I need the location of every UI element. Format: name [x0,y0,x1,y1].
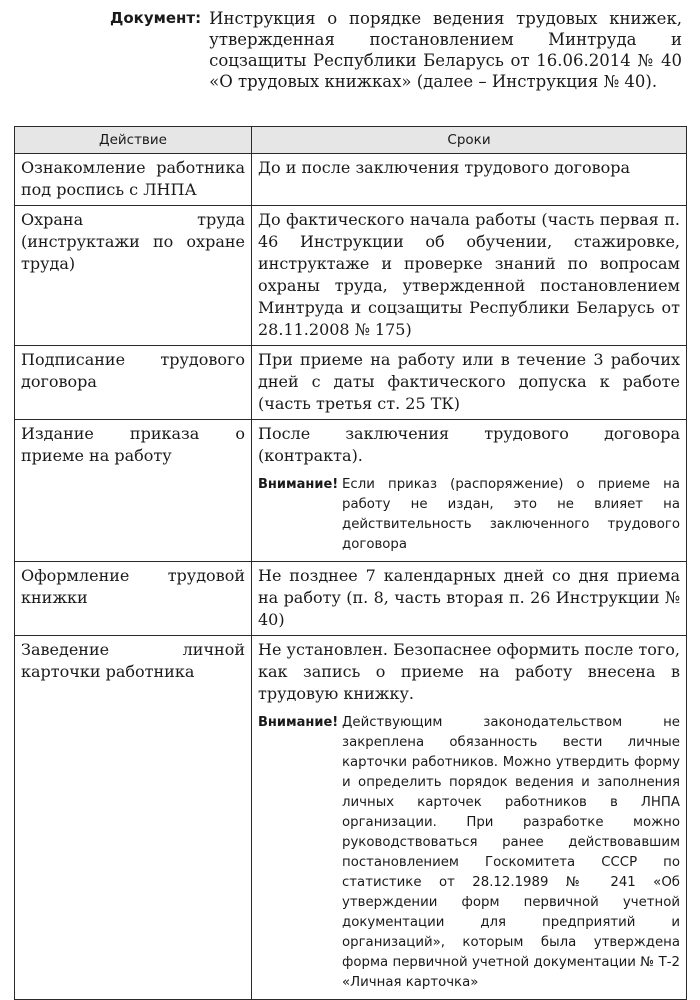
action-cell: Подписание трудового договора [15,346,252,420]
action-cell: Охрана труда (инструктажи по охране труда) [15,206,252,346]
action-cell: Ознакомление работника под роспись с ЛНПА [15,154,252,206]
table-row [15,346,687,420]
document-reference [110,8,682,92]
attention-note [258,475,680,555]
table-row [15,562,687,636]
table-header-row [15,127,687,154]
deadline-cell: При приеме на работу или в течение 3 рабочих дней с даты фактического допуска к работе (часть третья ст. 25 ТК) [252,346,687,420]
attention-note [258,713,680,993]
deadline-cell: Не позднее 7 календарных дней со дня приема на работу (п. 8, часть вторая п. 26 Инструкции № 40) [252,562,687,636]
table-row [15,420,687,562]
table-row [15,206,687,346]
deadline-cell: До фактического начала работы (часть первая п. 46 Инструкции об обучении, стажировке, инструктаже и проверке знаний по вопросам охраны труда, утвержденной постановлением Минтруда и соцзащиты Республики Беларусь от 28.11.2008 № 175) [252,206,687,346]
table-row [15,636,687,1000]
action-cell: Заведение личной карточки работника [15,636,252,1000]
deadline-text: Не установлен. Безопаснее оформить после того, как запись о приеме на работу внесена в трудовую книжку. [258,640,680,703]
deadline-text: После заключения трудового договора (контракта). [258,424,680,465]
hiring-actions-table [14,126,687,1000]
header-deadline: Сроки [252,127,687,154]
attention-label: Внимание! [258,477,339,492]
deadline-cell [252,420,687,562]
document-text: Инструкция о порядке ведения трудовых книжек, утвержденная постановлением Минтруда и соцзащиты Республики Беларусь от 16.06.2014 № 40 «О трудовых книжках» (далее – Инструкция № 40). [209,9,682,91]
action-cell: Издание приказа о приеме на работу [15,420,252,562]
attention-text: Если приказ (распоряжение) о приеме на работу не издан, это не влияет на действительность заключенного трудового договора [342,477,680,552]
attention-text: Действующим законодательством не закреплена обязанность вести личные карточки работников. Можно утвердить форму и определить порядок ведения и заполнения личных карточек работников в ЛНПА организации. При разработке можно руководствоваться ранее действовавшим постановлением Госкомитета СССР по статистике от 28.12.1989 № 241 «Об утверждении форм первичной учетной документации для предприятий и организаций», которым была утверждена форма первичной учетной документации № Т-2 «Личная карточка» [342,715,680,990]
deadline-cell: До и после заключения трудового договора [252,154,687,206]
action-cell: Оформление трудовой книжки [15,562,252,636]
attention-label: Внимание! [258,715,339,730]
header-action: Действие [15,127,252,154]
table-row [15,154,687,206]
document-label: Документ: [110,9,202,27]
deadline-cell [252,636,687,1000]
